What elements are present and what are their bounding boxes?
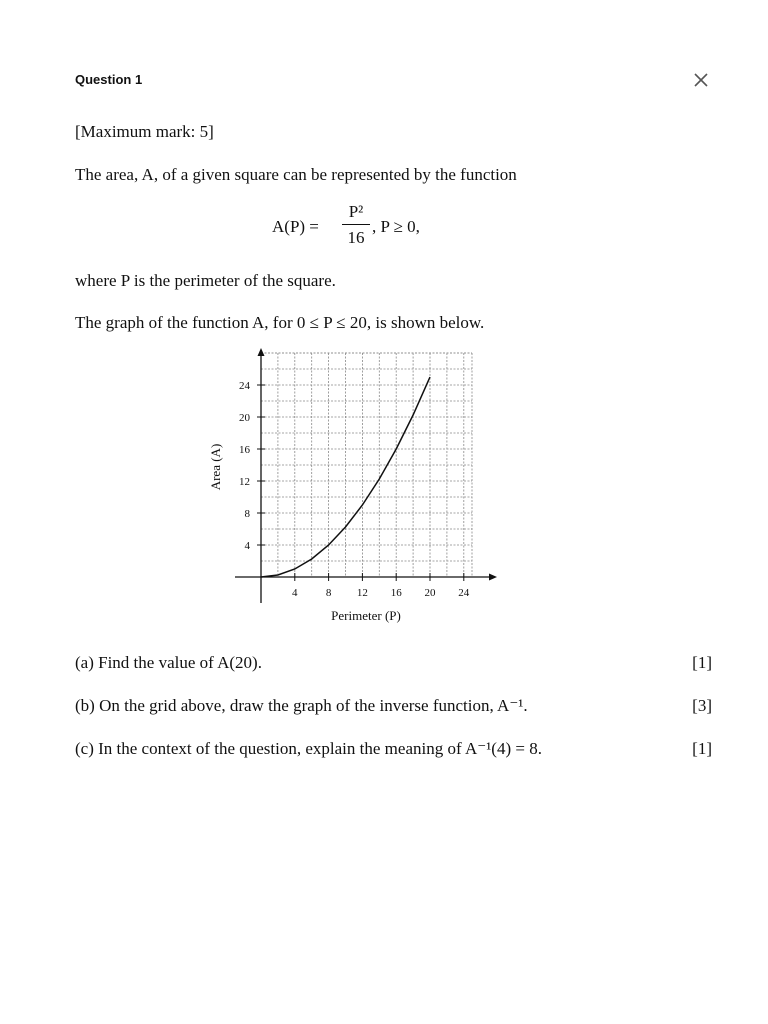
formula-rhs: , P ≥ 0, (372, 217, 420, 236)
formula-denominator: 16 (347, 228, 365, 247)
part-a-text: (a) Find the value of A(20). (75, 653, 262, 672)
part-c-text: (c) In the context of the question, explain the meaning of A⁻¹(4) = 8. (75, 739, 542, 758)
intro-text: The area, A, of a given square can be represented by the function (75, 165, 517, 184)
part-a-marks: [1] (692, 653, 712, 672)
part-c-marks: [1] (692, 739, 712, 758)
question-title: Question 1 (75, 72, 143, 87)
x-tick-label: 20 (424, 587, 436, 599)
x-tick-label: 8 (325, 587, 332, 599)
x-tick-label: 16 (390, 587, 402, 599)
x-tick-label: 24 (458, 587, 470, 599)
y-tick-label: 24 (239, 380, 250, 392)
close-icon[interactable] (690, 69, 712, 91)
formula-fraction (342, 202, 370, 248)
y-axis-arrow (258, 348, 265, 356)
y-tick-label: 12 (239, 476, 250, 488)
fraction-bar (342, 224, 370, 225)
x-axis-arrow (489, 574, 497, 581)
y-tick-label: 4 (244, 540, 250, 552)
formula-lhs: A(P) = (272, 217, 319, 236)
y-tick-label: 16 (239, 444, 250, 456)
max-mark: [Maximum mark: 5] (75, 122, 214, 141)
x-axis-label: Perimeter (P) (331, 608, 401, 623)
part-b-marks: [3] (692, 696, 712, 715)
y-tick-label: 20 (239, 412, 250, 424)
part-b-text: (b) On the grid above, draw the graph of the inverse function, A⁻¹. (75, 696, 528, 715)
x-tick-label: 12 (356, 587, 368, 599)
where-text: where P is the perimeter of the square. (75, 271, 336, 290)
graph-intro-text: The graph of the function A, for 0 ≤ P ≤ 20, is shown below. (75, 313, 485, 332)
x-tick-label: 4 (292, 587, 298, 599)
y-tick-label: 8 (244, 508, 250, 520)
y-axis-label: Area (A) (208, 443, 223, 491)
formula-numerator: P² (348, 202, 364, 221)
area-perimeter-graph (200, 345, 510, 630)
